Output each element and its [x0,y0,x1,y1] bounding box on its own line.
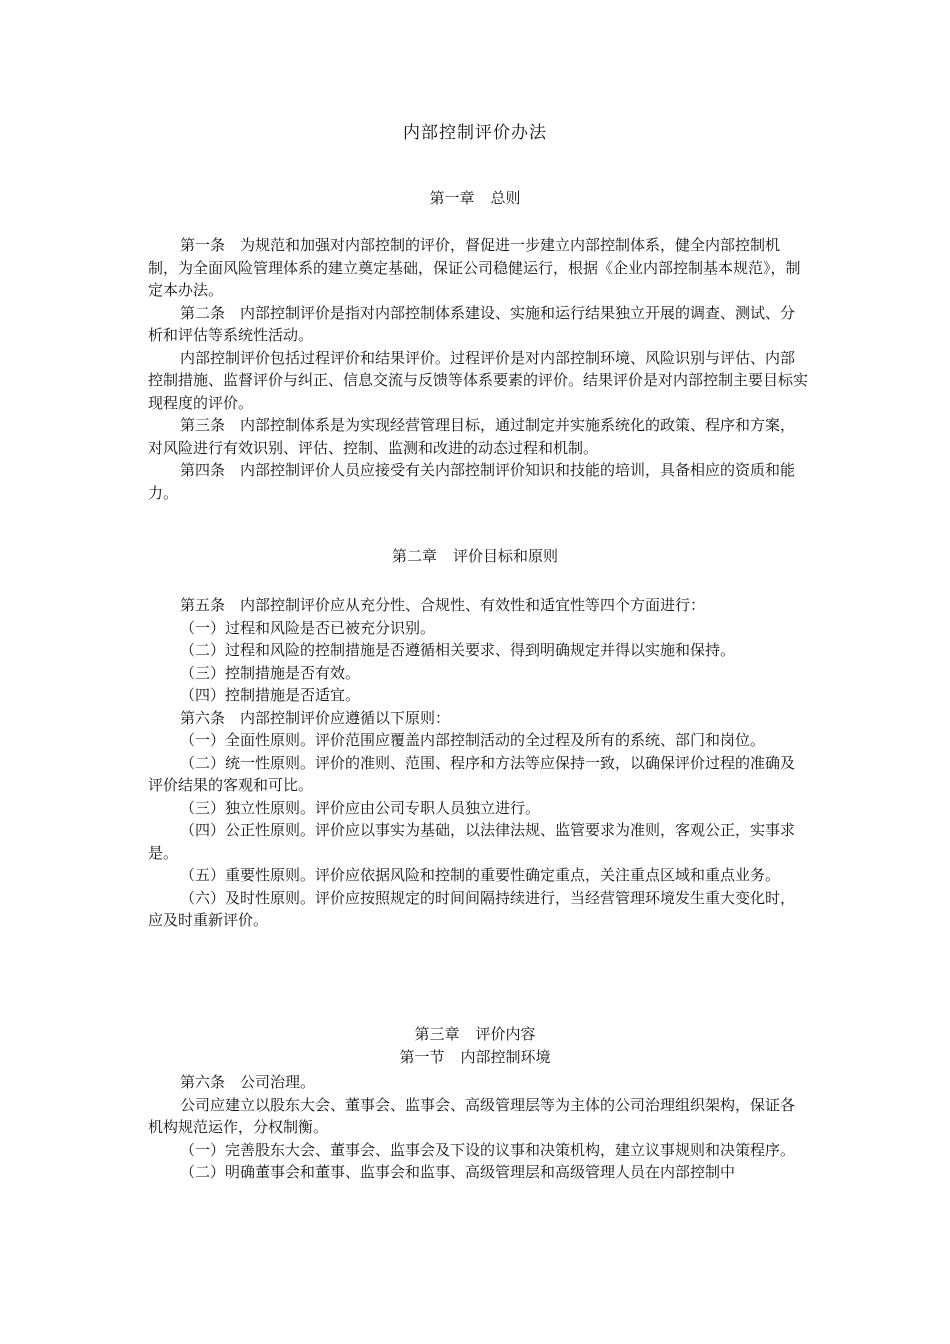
page-title: 内部控制评价办法 [403,123,547,143]
article-5-item: （二）过程和风险的控制措施是否遵循相关要求、得到明确规定并得以实施和保持。 [180,641,736,659]
chapter-3-heading [0,1023,950,1046]
article-6-item: （三）独立性原则。评价应由公司专职人员独立进行。 [180,798,541,817]
article-2: 第二条 内部控制评价是指对内部控制体系建设、实施和运行结果独立开展的调查、测试、分析和评估等系统性活动。 [148,303,796,344]
chapter-3-num: 第三章 [414,1025,460,1043]
chapter-2-name: 评价目标和原则 [453,547,559,565]
chapter-2-heading [0,545,950,568]
article-2-para: 内部控制评价包括过程评价和结果评价。过程评价是对内部控制环境、风险识别与评估、内部控制措施、监督评价与纠正、信息交流与反馈等体系要素的评价。结果评价是对内部控制主要目标实现程度的评价。 [148,348,809,412]
article-5-item: （三）控制措施是否有效。 [180,663,361,682]
article-6-governance-item: （一）完善股东大会、董事会、监事会及下设的议事和决策机构，建立议事规则和决策程序。 [180,1140,796,1159]
chapter-2-num: 第二章 [391,547,437,565]
article-6-item: （二）统一性原则。评价的准则、范围、程序和方法等应保持一致，以确保评价过程的准确及评价结果的客观和可比。 [148,753,796,794]
article-5-item: （四）控制措施是否适宜。 [180,686,361,704]
article-6-item: （一）全面性原则。评价范围应覆盖内部控制活动的全过程及所有的系统、部门和岗位。 [180,731,766,749]
chapter-1-body [148,234,808,504]
chapter-3-name: 评价内容 [475,1025,536,1043]
article-6-governance: 第六条 公司治理。 [180,1073,316,1091]
chapter-1-heading [0,187,950,210]
article-6-item: （六）及时性原则。评价应按照规定的时间间隔持续进行，当经营管理环境发生重大变化时，应及时重新评价。 [148,888,796,929]
article-5: 第五条 内部控制评价应从充分性、合规性、有效性和适宜性等四个方面进行： [180,596,706,614]
section-1-name: 内部控制环境 [460,1048,551,1066]
chapter-2-body [148,594,808,932]
article-6-item: （五）重要性原则。评价应依据风险和控制的重要性确定重点，关注重点区域和重点业务。 [180,866,781,884]
article-4: 第四条 内部控制评价人员应接受有关内部控制评价知识和技能的培训，具备相应的资质和能力。 [148,461,796,502]
article-6: 第六条 内部控制评价应遵循以下原则： [180,708,451,727]
article-3: 第三条 内部控制体系是为实现经营管理目标，通过制定并实施系统化的政策、程序和方案，对风险进行有效识别、评估、控制、监测和改进的动态过程和机制。 [148,416,796,457]
article-6-governance-item: （二）明确董事会和董事、监事会和监事、高级管理层和高级管理人员在内部控制中 [180,1163,736,1181]
article-6-governance-para: 公司应建立以股东大会、董事会、监事会、高级管理层等为主体的公司治理组织架构，保证各机构规范运作，分权制衡。 [148,1095,796,1136]
article-5-item: （一）过程和风险是否已被充分识别。 [180,618,436,637]
chapter-1-name: 总则 [490,189,521,207]
section-1-num: 第一节 [399,1048,445,1066]
article-1: 第一条 为规范和加强对内部控制的评价，督促进一步建立内部控制体系，健全内部控制机制，为全面风险管理体系的建立奠定基础，保证公司稳健运行，根据《企业内部控制基本规范》，制定本办法。 [148,236,801,299]
chapter-1-num: 第一章 [429,189,475,207]
article-6-item: （四）公正性原则。评价应以事实为基础，以法律法规、监管要求为准则，客观公正，实事求是。 [148,821,796,862]
chapter-3-body [148,1071,808,1184]
section-1-heading [0,1046,950,1069]
